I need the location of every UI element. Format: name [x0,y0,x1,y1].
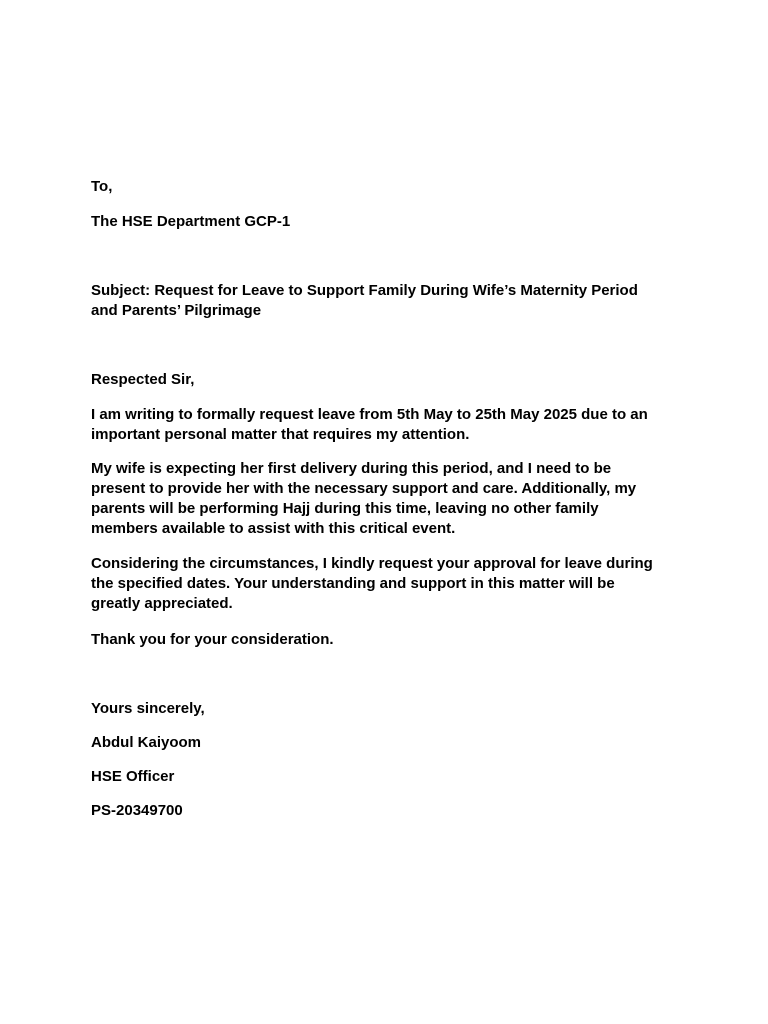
employee-id: PS-20349700 [91,802,183,819]
closing: Yours sincerely, [91,700,205,717]
recipient: The HSE Department GCP-1 [91,213,291,230]
paragraph-line: My wife is expecting her first delivery during this period, and I need to be [91,460,612,477]
paragraph-line: Considering the circumstances, I kindly request your approval for leave during [91,555,653,572]
subject-line: and Parents’ Pilgrimage [91,302,262,319]
subject-line: Subject: Request for Leave to Support Family During Wife’s Maternity Period [91,282,638,299]
paragraph-approval [91,554,691,614]
sender-designation: HSE Officer [91,768,175,785]
thanks-line: Thank you for your consideration. [91,631,334,648]
subject [91,281,691,321]
paragraph-line: greatly appreciated. [91,595,233,612]
salutation-to: To, [91,178,113,195]
paragraph-line: I am writing to formally request leave from 5th May to 25th May 2025 due to an [91,406,648,423]
paragraph-reason [91,459,691,539]
paragraph-line: the specified dates. Your understanding and support in this matter will be [91,575,615,592]
paragraph-line: present to provide her with the necessary support and care. Additionally, my [91,480,637,497]
paragraph-line: important personal matter that requires my attention. [91,426,470,443]
greeting: Respected Sir, [91,371,195,388]
sender-name: Abdul Kaiyoom [91,734,202,751]
paragraph-request [91,405,691,445]
paragraph-line: parents will be performing Hajj during this time, leaving no other family [91,500,599,517]
paragraph-line: members available to assist with this critical event. [91,520,456,537]
